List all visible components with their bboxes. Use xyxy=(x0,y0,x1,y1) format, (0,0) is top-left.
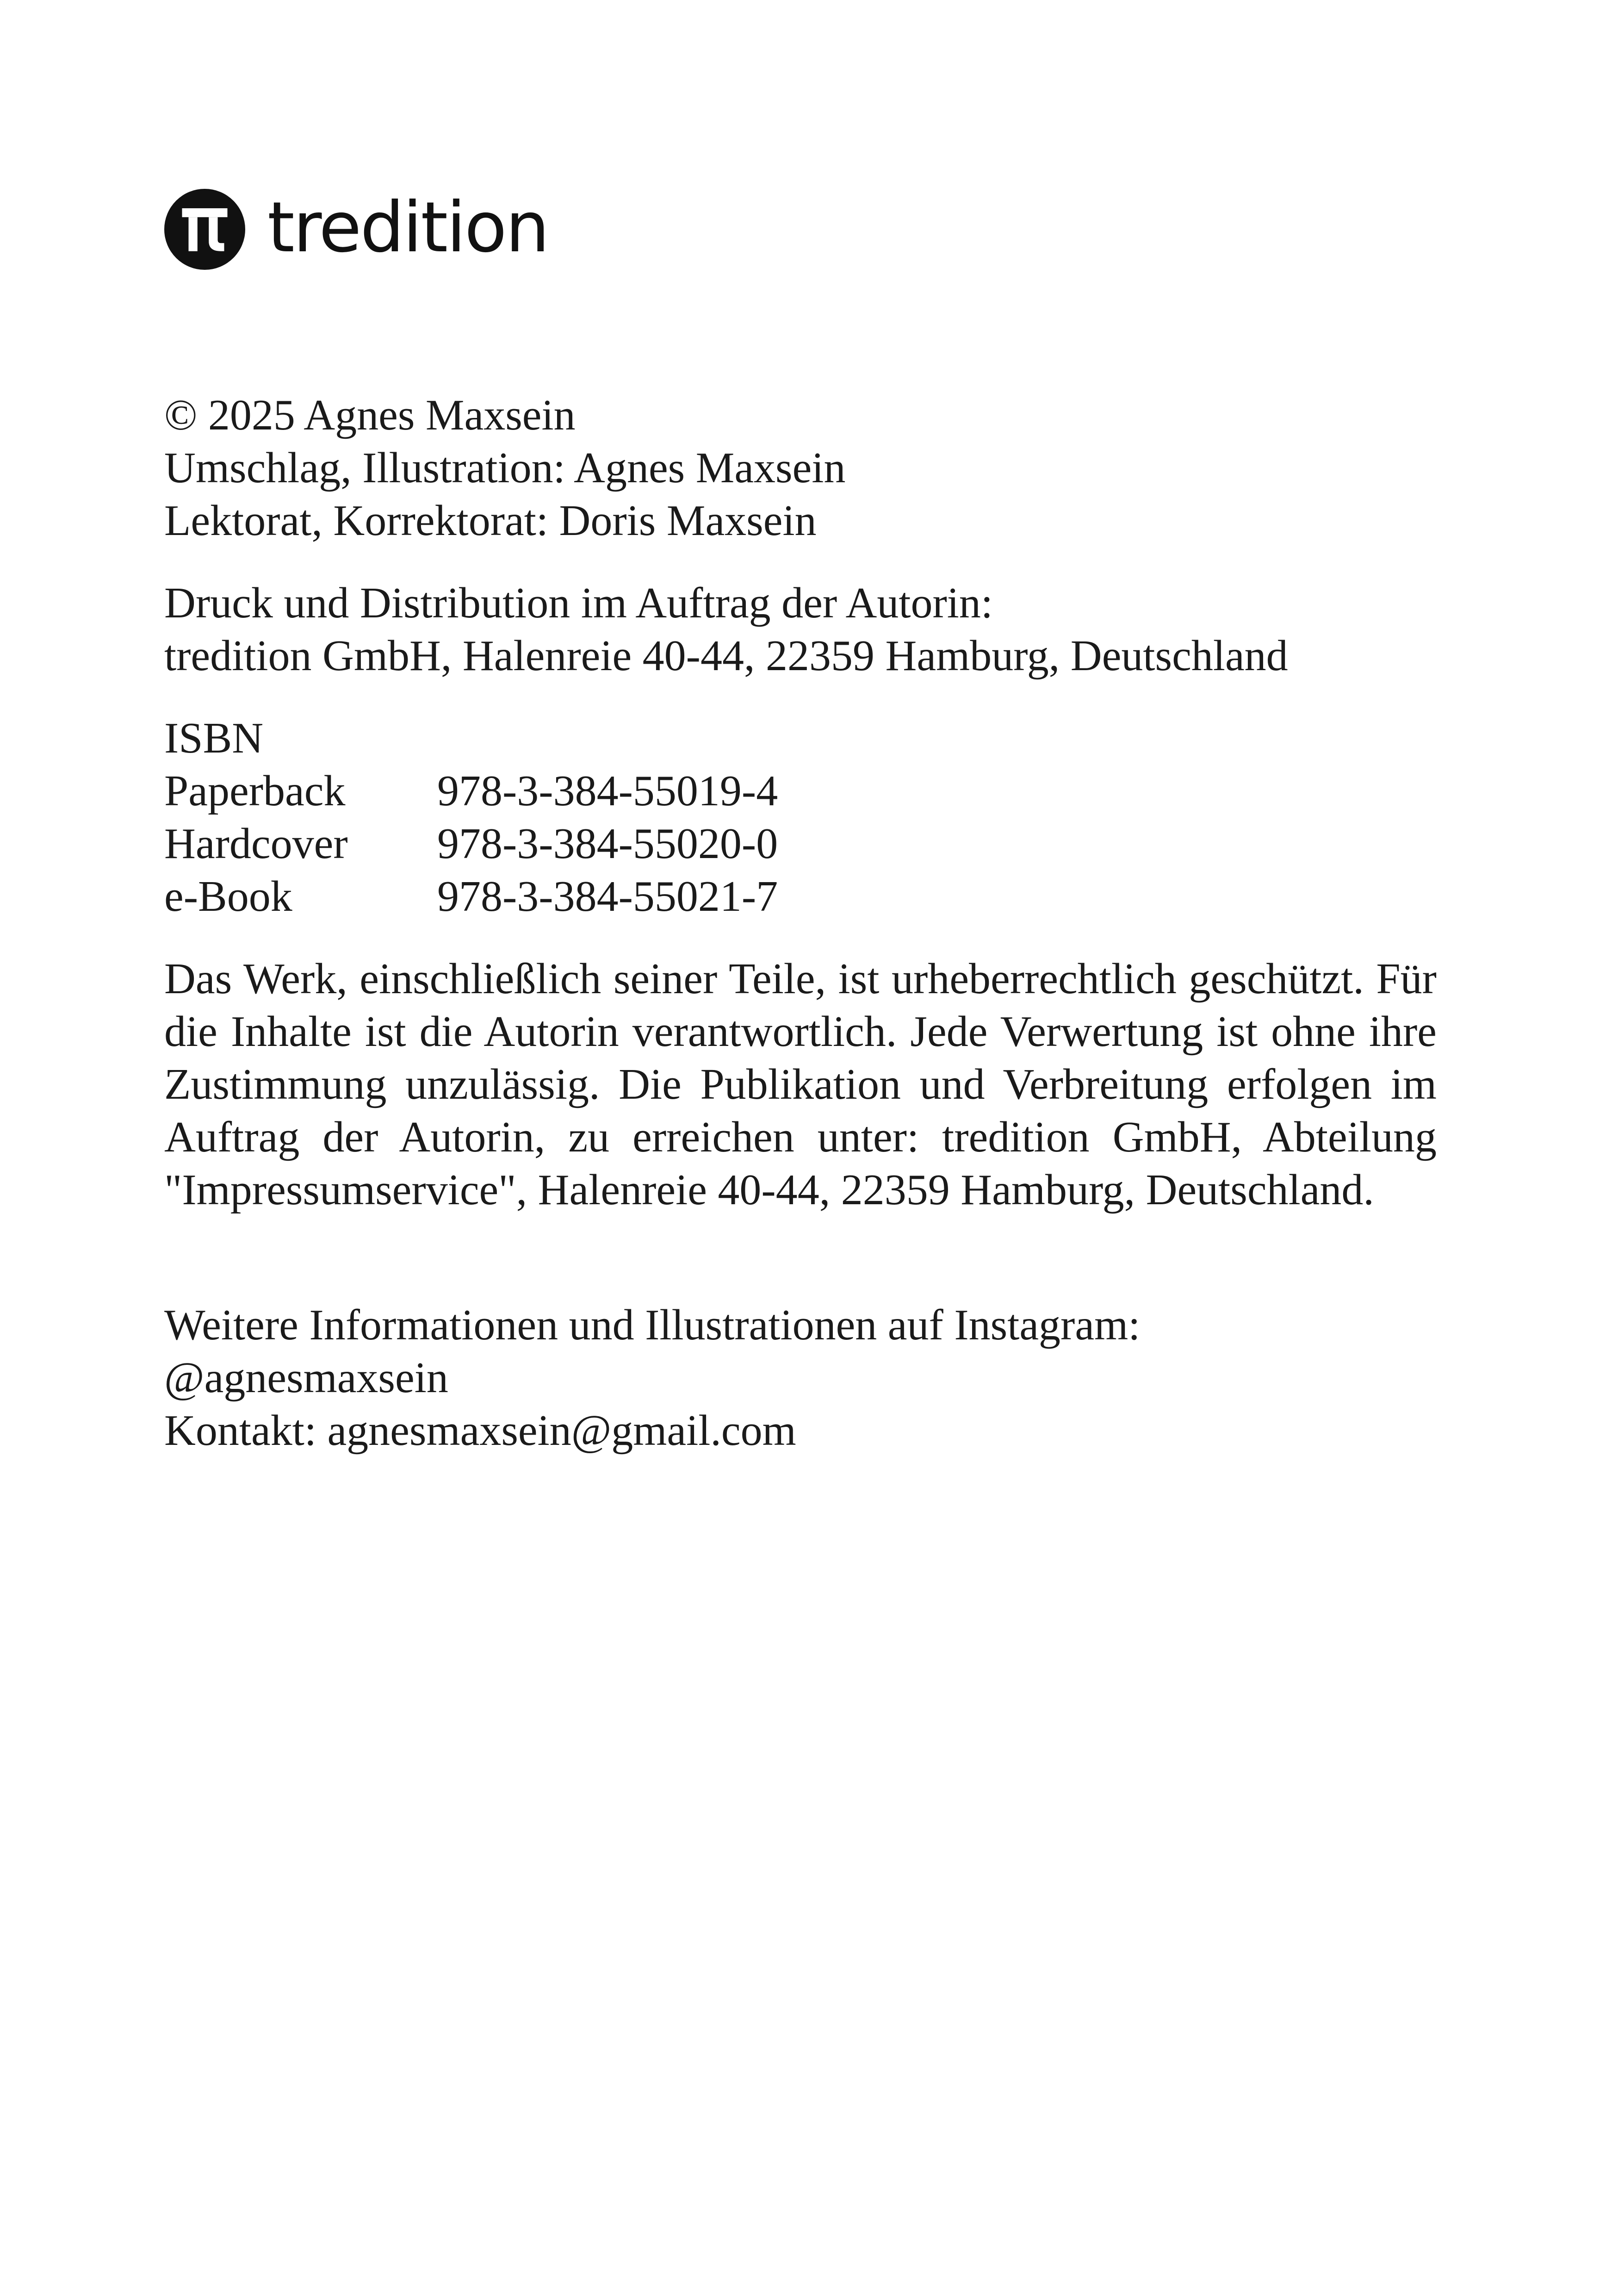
isbn-row-ebook xyxy=(164,870,1437,923)
copyright-notice: Das Werk, einschließlich seiner Teile, ist urheberrechtlich geschützt. Für die Inhalte ist die Autorin verantwortlich. Jede Verwertung ist ohne ihre Zustimmung unzulässig. Die Publikation und Verbreitung erfolgen im Auftrag der Autorin, zu erreichen unter: tredition GmbH, Abteilung "Impressumservice", Halenreie 40-44, 22359 Hamburg, Deutschland. xyxy=(164,955,1437,1214)
copyright-line: © 2025 Agnes Maxsein xyxy=(164,391,576,439)
instagram-handle: @agnesmaxsein xyxy=(164,1354,448,1402)
instagram-info-line: Weitere Informationen und Illustrationen auf Instagram: xyxy=(164,1301,1141,1349)
isbn-number: 978-3-384-55021-7 xyxy=(437,872,778,921)
isbn-format: e-Book xyxy=(164,872,292,921)
isbn-format: Paperback xyxy=(164,767,346,815)
isbn-block xyxy=(164,712,1437,923)
isbn-row-hardcover xyxy=(164,817,1437,870)
contact-block xyxy=(164,1299,1437,1457)
isbn-number: 978-3-384-55019-4 xyxy=(437,767,778,815)
distribution-line: Druck und Distribution im Auftrag der Autorin: xyxy=(164,579,993,627)
contact-email-line: Kontakt: agnesmaxsein@gmail.com xyxy=(164,1406,796,1455)
distribution-block xyxy=(164,577,1437,682)
publisher-name: tredition xyxy=(267,187,548,268)
isbn-format: Hardcover xyxy=(164,820,348,868)
tredition-logo-icon xyxy=(164,189,245,270)
credits-block xyxy=(164,389,1437,547)
editing-credit-line: Lektorat, Korrektorat: Doris Maxsein xyxy=(164,497,817,545)
isbn-row-paperback xyxy=(164,765,1437,817)
cover-credit-line: Umschlag, Illustration: Agnes Maxsein xyxy=(164,444,846,492)
isbn-number: 978-3-384-55020-0 xyxy=(437,820,778,868)
publisher-logo xyxy=(164,189,548,270)
isbn-heading: ISBN xyxy=(164,714,264,762)
publisher-address-line: tredition GmbH, Halenreie 40-44, 22359 Hamburg, Deutschland xyxy=(164,632,1288,680)
imprint-text xyxy=(164,389,1437,1457)
